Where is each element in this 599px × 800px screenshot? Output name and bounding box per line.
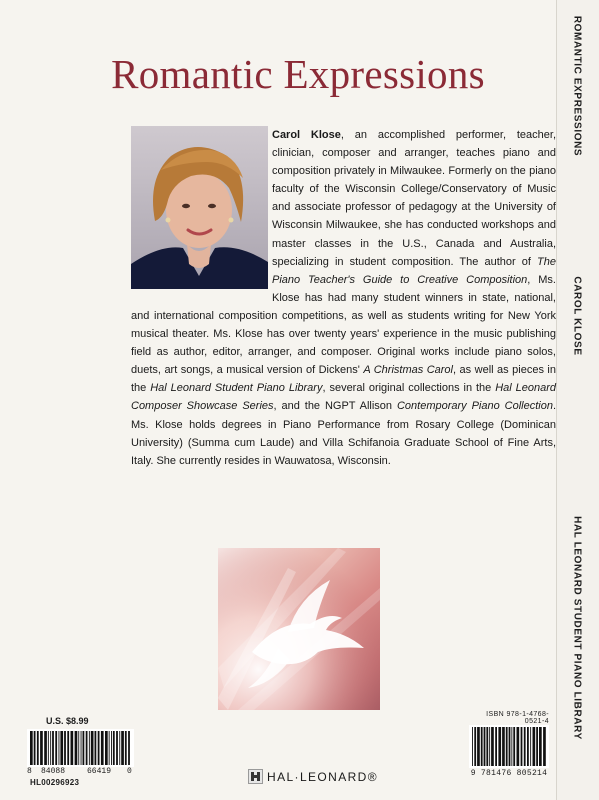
barcode-bar	[91, 731, 94, 765]
barcode-bar	[116, 731, 118, 765]
barcode-bar	[75, 731, 78, 765]
publisher-name: HAL·LEONARD®	[267, 770, 378, 784]
barcode-bar	[489, 727, 490, 766]
barcode-bar	[533, 727, 536, 766]
bio-text-2: , Ms. Klose has had many student winners in state, national, and international composition competitions, as well as students writing for New York musical theater. Ms. Klose has over twenty years' experience in the music publishing field as author, editor, arranger, and composer. Original works include piano solos, duets, art songs, a musical version of Dickens'	[131, 273, 556, 377]
barcode-bar	[83, 731, 85, 765]
barcode-bar	[477, 727, 480, 766]
barcode-bar	[521, 727, 523, 766]
upc-digits	[27, 767, 134, 777]
bio-text-5: , and the NGPT Allison	[273, 400, 397, 413]
barcode-bar	[52, 731, 54, 765]
spine-title: ROMANTIC EXPRESSIONS	[571, 15, 583, 157]
price-label: U.S. $8.99	[46, 716, 89, 726]
hal-leonard-logo-mark	[248, 769, 263, 784]
upc-digit-left: 8	[27, 767, 32, 776]
barcode-bar	[474, 727, 476, 766]
barcode-bar	[78, 731, 79, 765]
upc-digit-right: 0	[127, 767, 132, 776]
author-bio	[131, 126, 556, 470]
barcode-bar	[491, 727, 494, 766]
barcode-bar	[119, 731, 120, 765]
barcode-bar	[536, 727, 538, 766]
product-code: HL00296923	[30, 778, 80, 787]
barcode-bar	[98, 731, 100, 765]
upc-group-2: 66419	[87, 767, 112, 776]
barcode-bar	[34, 731, 36, 765]
bio-text-3: , as well as pieces in the	[131, 364, 556, 395]
upc-group-1: 84088	[41, 767, 66, 776]
barcode-bar	[543, 727, 546, 766]
barcode-bar	[50, 731, 51, 765]
author-name: Carol Klose	[272, 129, 341, 141]
isbn-bars	[469, 725, 549, 768]
upc-barcode	[27, 729, 134, 767]
barcode-bar	[67, 731, 69, 765]
barcode-bar	[113, 731, 115, 765]
barcode-bar	[105, 731, 108, 765]
upc-bars	[27, 729, 134, 767]
bio-title-3: Hal Leonard Student Piano Library	[150, 382, 323, 395]
barcode-bar	[486, 727, 488, 766]
bio-text-4: , several original collections in the	[322, 382, 496, 395]
barcode-bar	[30, 731, 33, 765]
dove-artwork	[218, 548, 380, 710]
bio-title-5: Contemporary Piano Collection	[396, 400, 553, 413]
barcode-bar	[59, 731, 60, 765]
barcode-bar	[55, 731, 57, 765]
barcode-bar	[81, 731, 82, 765]
barcode-bar	[40, 731, 43, 765]
barcode-bar	[64, 731, 66, 765]
logo-mark-icon	[249, 770, 262, 783]
barcode-bar	[481, 727, 483, 766]
barcode-bar	[513, 727, 515, 766]
hal-leonard-logo	[248, 769, 388, 785]
barcode-bar	[495, 727, 497, 766]
barcode-bar	[111, 731, 112, 765]
barcode-bar	[95, 731, 97, 765]
barcode-bar	[128, 731, 130, 765]
barcode-bar	[48, 731, 49, 765]
bio-text-1: , an accomplished performer, teacher, clinician, composer and arranger, teaches piano and composition privately in Milwaukee. Formerly on the piano faculty of the Wisconsin College/Conservatory of Music and associate professor of pedagogy at the University of Wisconsin Milwaukee, she has conducted workshops and master classes in the U.S., Canada and Australia, specializing in student composition. The author of	[272, 129, 556, 268]
barcode-bar	[125, 731, 127, 765]
dove-graphic	[218, 548, 380, 710]
barcode-bar	[506, 727, 508, 766]
barcode-bar	[101, 731, 104, 765]
barcode-bar	[527, 727, 529, 766]
barcode-bar	[539, 727, 542, 766]
barcode-bar	[484, 727, 486, 766]
bio-title-1: The Piano Teacher's Guide to Creative Composition	[272, 255, 556, 286]
barcode-bar	[71, 731, 74, 765]
barcode-bar	[524, 727, 526, 766]
spine-series: HAL LEONARD STUDENT PIANO LIBRARY	[571, 516, 583, 740]
barcode-bar	[472, 727, 473, 766]
barcode-bar	[109, 731, 110, 765]
barcode-bar	[517, 727, 520, 766]
bio-title-2: A Christmas Carol	[363, 364, 453, 377]
bio-text-6: . Ms. Klose holds degrees in Piano Performance from Rosary College (Dominican University) (Summa cum Laude) and Villa Schifanoia Graduate School of Fine Arts, Italy. She currently resides in Wauwatosa, Wisconsin.	[131, 400, 556, 467]
barcode-bar	[37, 731, 39, 765]
barcode-bar	[509, 727, 511, 766]
isbn-barcode	[469, 725, 549, 768]
book-title: Romantic Expressions	[111, 51, 485, 97]
isbn-label: ISBN 978-1-4768-0521-4	[486, 711, 549, 725]
barcode-bar	[86, 731, 88, 765]
barcode-bar	[89, 731, 90, 765]
bio-title-4: Hal Leonard Composer Showcase Series	[131, 382, 556, 413]
barcode-bar	[502, 727, 505, 766]
isbn-digits: 9 781476 805214	[470, 769, 548, 778]
barcode-bar	[60, 731, 63, 765]
spine-author: CAROL KLOSE	[571, 276, 583, 356]
barcode-bar	[121, 731, 124, 765]
barcode-bar	[44, 731, 47, 765]
barcode-bar	[530, 727, 531, 766]
barcode-bar	[498, 727, 501, 766]
barcode-bar	[511, 727, 512, 766]
